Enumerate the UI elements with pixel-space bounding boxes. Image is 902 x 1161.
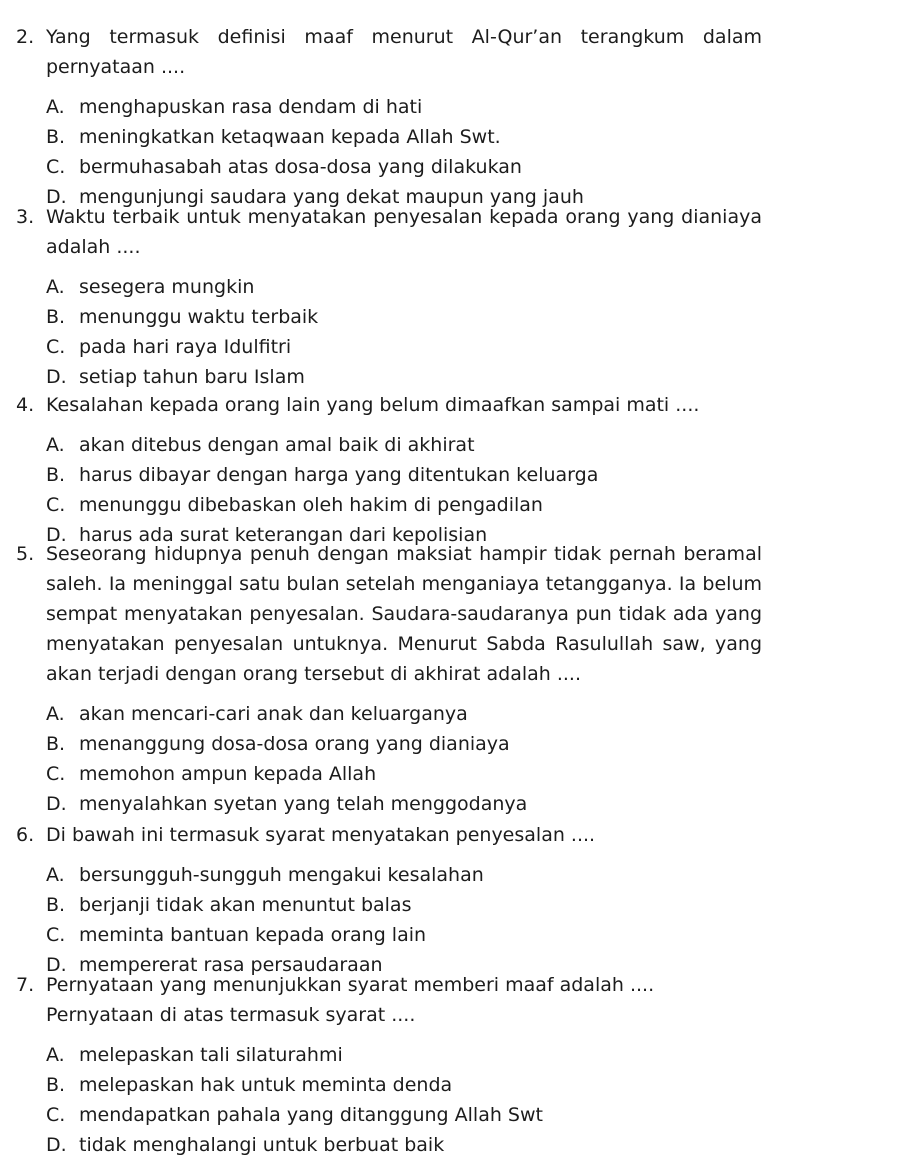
option-letter: A.	[46, 276, 65, 298]
option-letter: B.	[46, 306, 66, 328]
option-text: pada hari raya Idulfitri	[79, 336, 292, 358]
option-b[interactable]	[0, 1070, 902, 1100]
option-text: sesegera mungkin	[79, 276, 255, 298]
option-c[interactable]	[0, 490, 902, 520]
option-list	[0, 92, 902, 212]
option-letter: D.	[46, 366, 67, 388]
question-number: 2.	[16, 26, 35, 48]
option-c[interactable]	[0, 1100, 902, 1130]
option-c[interactable]	[0, 152, 902, 182]
option-text: tidak menghalangi untuk berbuat baik	[79, 1134, 445, 1156]
option-letter: C.	[46, 494, 66, 516]
option-letter: D.	[46, 186, 67, 208]
option-text: meningkatkan ketaqwaan kepada Allah Swt.	[79, 126, 501, 148]
question-text: Di bawah ini termasuk syarat menyatakan penyesalan ....	[46, 824, 596, 846]
question-6	[0, 820, 902, 980]
option-text: menghapuskan rasa dendam di hati	[79, 96, 423, 118]
option-text: mengunjungi saudara yang dekat maupun yang jauh	[79, 186, 584, 208]
question-3	[0, 202, 902, 392]
option-text: melepaskan hak untuk meminta denda	[79, 1074, 453, 1096]
option-text: akan mencari-cari anak dan keluarganya	[79, 703, 468, 725]
option-letter: C.	[46, 1104, 66, 1126]
option-letter: C.	[46, 336, 66, 358]
option-letter: B.	[46, 894, 66, 916]
question-number: 3.	[16, 206, 35, 228]
option-b[interactable]	[0, 122, 902, 152]
option-a[interactable]	[0, 272, 902, 302]
question-stem	[0, 970, 902, 1030]
question-text-second-line: Pernyataan di atas termasuk syarat ....	[46, 1004, 416, 1026]
option-letter: A.	[46, 703, 65, 725]
option-list	[0, 272, 902, 392]
option-text: setiap tahun baru Islam	[79, 366, 305, 388]
question-text: Seseorang hidupnya penuh dengan maksiat hampir tidak pernah beramal saleh. Ia meninggal satu bulan setelah menganiaya tetangganya. Ia belum sempat menyatakan penyesalan. Saudara-saudaranya pun tidak ada yang menyatakan penyesalan untuknya. Menurut Sabda Rasulullah saw, yang akan terjadi dengan orang tersebut di akhirat adalah ....	[46, 543, 762, 685]
option-letter: A.	[46, 96, 65, 118]
question-stem	[0, 202, 902, 262]
option-letter: B.	[46, 464, 66, 486]
question-text: Pernyataan yang menunjukkan syarat memberi maaf adalah ....	[46, 974, 655, 996]
option-b[interactable]	[0, 729, 902, 759]
question-number: 5.	[16, 543, 35, 565]
question-7	[0, 970, 902, 1160]
option-letter: B.	[46, 733, 66, 755]
option-text: harus ada surat keterangan dari kepolisian	[79, 524, 488, 546]
option-text: menunggu waktu terbaik	[79, 306, 319, 328]
option-text: harus dibayar dengan harga yang ditentukan keluarga	[79, 464, 599, 486]
question-stem	[0, 539, 902, 689]
question-stem	[0, 22, 902, 82]
option-text: bersungguh-sungguh mengakui kesalahan	[79, 864, 484, 886]
option-text: menyalahkan syetan yang telah menggodanya	[79, 793, 528, 815]
option-list	[0, 1040, 902, 1160]
option-text: melepaskan tali silaturahmi	[79, 1044, 343, 1066]
option-letter: A.	[46, 434, 65, 456]
question-stem	[0, 820, 902, 850]
option-letter: C.	[46, 924, 66, 946]
option-letter: B.	[46, 126, 66, 148]
option-list	[0, 860, 902, 980]
question-text: Yang termasuk definisi maaf menurut Al-Qur’an terangkum dalam pernyataan ....	[46, 26, 762, 78]
option-letter: A.	[46, 1044, 65, 1066]
option-d[interactable]	[0, 789, 902, 819]
question-text: Waktu terbaik untuk menyatakan penyesalan kepada orang yang dianiaya adalah ....	[46, 206, 762, 258]
option-c[interactable]	[0, 759, 902, 789]
question-4	[0, 390, 902, 550]
option-letter: A.	[46, 864, 65, 886]
option-text: mempererat rasa persaudaraan	[79, 954, 383, 976]
option-text: akan ditebus dengan amal baik di akhirat	[79, 434, 475, 456]
option-a[interactable]	[0, 430, 902, 460]
option-c[interactable]	[0, 332, 902, 362]
option-text: menanggung dosa-dosa orang yang dianiaya	[79, 733, 510, 755]
question-5	[0, 539, 902, 819]
option-a[interactable]	[0, 1040, 902, 1070]
option-list	[0, 699, 902, 819]
option-letter: D.	[46, 954, 67, 976]
option-text: memohon ampun kepada Allah	[79, 763, 377, 785]
option-b[interactable]	[0, 890, 902, 920]
question-number: 7.	[16, 974, 35, 996]
option-a[interactable]	[0, 92, 902, 122]
option-d[interactable]	[0, 362, 902, 392]
option-list	[0, 430, 902, 550]
option-letter: C.	[46, 156, 66, 178]
question-number: 4.	[16, 394, 35, 416]
option-text: bermuhasabah atas dosa-dosa yang dilakukan	[79, 156, 522, 178]
question-text: Kesalahan kepada orang lain yang belum dimaafkan sampai mati ....	[46, 394, 700, 416]
option-letter: B.	[46, 1074, 66, 1096]
option-a[interactable]	[0, 699, 902, 729]
option-text: berjanji tidak akan menuntut balas	[79, 894, 412, 916]
option-letter: D.	[46, 1134, 67, 1156]
option-letter: D.	[46, 524, 67, 546]
option-b[interactable]	[0, 302, 902, 332]
option-text: menunggu dibebaskan oleh hakim di pengadilan	[79, 494, 543, 516]
option-text: meminta bantuan kepada orang lain	[79, 924, 427, 946]
option-letter: C.	[46, 763, 66, 785]
option-text: mendapatkan pahala yang ditanggung Allah Swt	[79, 1104, 543, 1126]
question-number: 6.	[16, 824, 35, 846]
option-a[interactable]	[0, 860, 902, 890]
question-stem	[0, 390, 902, 420]
option-letter: D.	[46, 793, 67, 815]
option-c[interactable]	[0, 920, 902, 950]
option-b[interactable]	[0, 460, 902, 490]
option-d[interactable]	[0, 1130, 902, 1160]
question-2	[0, 22, 902, 212]
